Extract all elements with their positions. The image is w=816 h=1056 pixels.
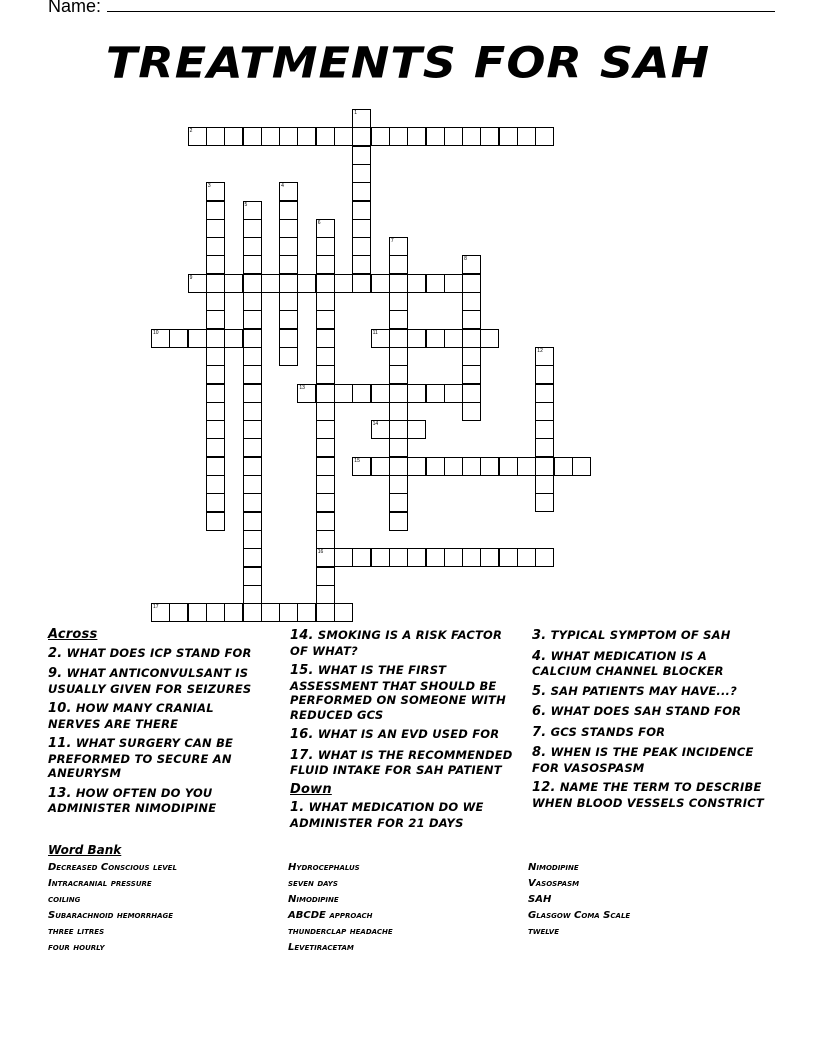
- grid-cell[interactable]: [316, 292, 335, 311]
- word-bank-item: Vasospasm: [528, 878, 580, 889]
- grid-cell[interactable]: [444, 274, 463, 293]
- grid-cell[interactable]: [206, 274, 225, 293]
- word-bank-item: Glasgow Coma Scale: [528, 910, 631, 921]
- grid-cell[interactable]: [535, 384, 554, 403]
- grid-cell[interactable]: [316, 585, 335, 604]
- grid-cell-10[interactable]: [151, 329, 170, 348]
- word-bank-item: twelve: [528, 926, 559, 937]
- word-bank-item: Intracranial pressure: [48, 878, 152, 889]
- grid-cell[interactable]: [206, 512, 225, 531]
- grid-cell[interactable]: [352, 127, 371, 146]
- clue-down-3: 3. TYPICAL SYMPTOM OF SAH: [532, 628, 731, 643]
- grid-cell[interactable]: [316, 237, 335, 256]
- grid-cell[interactable]: [535, 548, 554, 567]
- cell-number: 3: [207, 183, 211, 190]
- grid-cell[interactable]: [261, 274, 280, 293]
- grid-cell[interactable]: [243, 585, 262, 604]
- grid-cell[interactable]: [352, 255, 371, 274]
- grid-cell[interactable]: [243, 438, 262, 457]
- grid-cell[interactable]: [554, 457, 573, 476]
- grid-cell[interactable]: [243, 402, 262, 421]
- cell-number: 15: [354, 457, 360, 464]
- grid-cell[interactable]: [352, 274, 371, 293]
- word-bank-item: Levetiracetam: [288, 942, 354, 953]
- grid-cell[interactable]: [316, 512, 335, 531]
- clue-down-8: 8. WHEN IS THE PEAK INCIDENCE FOR VASOSPASM: [532, 745, 754, 775]
- grid-cell[interactable]: [188, 603, 207, 622]
- clue-across-16: 16. WHAT IS AN EVD USED FOR: [290, 727, 500, 742]
- clue-down-12: 12. NAME THE TERM TO DESCRIBE WHEN BLOOD VESSELS CONSTRICT: [532, 780, 764, 810]
- clue-across-15: 15. WHAT IS THE FIRST ASSESSMENT THAT SHOULD BE PERFORMED ON SOMEONE WITH REDUCED GCS: [290, 663, 506, 722]
- grid-cell[interactable]: [224, 603, 243, 622]
- grid-cell[interactable]: [279, 127, 298, 146]
- grid-cell[interactable]: [188, 329, 207, 348]
- grid-cell[interactable]: [206, 329, 225, 348]
- grid-cell[interactable]: [535, 438, 554, 457]
- grid-cell[interactable]: [279, 274, 298, 293]
- grid-cell[interactable]: [371, 457, 390, 476]
- grid-cell[interactable]: [389, 274, 408, 293]
- grid-cell[interactable]: [407, 329, 426, 348]
- cell-number: 4: [281, 183, 284, 190]
- grid-cell[interactable]: [462, 292, 481, 311]
- clue-across-11: 11. WHAT SURGERY CAN BE PREFORMED TO SECURE AN ANEURYSM: [48, 736, 234, 780]
- grid-cell[interactable]: [444, 384, 463, 403]
- grid-cell[interactable]: [389, 420, 408, 439]
- grid-cell[interactable]: [517, 457, 536, 476]
- grid-cell[interactable]: [243, 475, 262, 494]
- grid-cell[interactable]: [206, 384, 225, 403]
- grid-cell-4[interactable]: [279, 182, 298, 201]
- word-bank-item: Decreased Conscious level: [48, 862, 177, 873]
- grid-cell[interactable]: [389, 548, 408, 567]
- grid-cell[interactable]: [389, 127, 408, 146]
- grid-cell-11[interactable]: [371, 329, 390, 348]
- grid-cell[interactable]: [407, 457, 426, 476]
- grid-cell[interactable]: [243, 292, 262, 311]
- grid-cell[interactable]: [389, 347, 408, 366]
- grid-cell[interactable]: [389, 384, 408, 403]
- word-bank-item: Nimodipine: [528, 862, 579, 873]
- grid-cell[interactable]: [352, 164, 371, 183]
- cell-number: 14: [372, 421, 379, 428]
- grid-cell[interactable]: [261, 127, 280, 146]
- grid-cell[interactable]: [407, 274, 426, 293]
- grid-cell[interactable]: [206, 310, 225, 329]
- page-title: TREATMENTS FOR SAH: [105, 38, 711, 88]
- cell-number: 10: [153, 329, 159, 336]
- grid-cell[interactable]: [206, 127, 225, 146]
- grid-cell[interactable]: [224, 329, 243, 348]
- clue-down-5: 5. SAH PATIENTS MAY HAVE...?: [532, 683, 737, 699]
- grid-cell[interactable]: [206, 603, 225, 622]
- grid-cell[interactable]: [535, 457, 554, 476]
- grid-cell[interactable]: [462, 274, 481, 293]
- grid-cell-16[interactable]: [316, 548, 335, 567]
- grid-cell[interactable]: [407, 420, 426, 439]
- grid-cell[interactable]: [352, 219, 371, 238]
- word-bank-item: Nimodipine: [288, 894, 339, 905]
- grid-cell-5[interactable]: [243, 201, 262, 220]
- grid-cell[interactable]: [462, 127, 481, 146]
- grid-cell[interactable]: [334, 384, 353, 403]
- word-bank-column-3: [528, 860, 758, 940]
- grid-cell[interactable]: [389, 402, 408, 421]
- word-bank-item: SAH: [528, 894, 552, 905]
- grid-cell[interactable]: [389, 493, 408, 512]
- down-heading: Down: [290, 781, 332, 797]
- grid-cell[interactable]: [499, 457, 518, 476]
- grid-cell[interactable]: [480, 127, 499, 146]
- grid-cell[interactable]: [426, 548, 445, 567]
- grid-cell[interactable]: [334, 603, 353, 622]
- grid-cell[interactable]: [535, 127, 554, 146]
- grid-cell[interactable]: [316, 310, 335, 329]
- grid-cell[interactable]: [426, 329, 445, 348]
- grid-cell-8[interactable]: [462, 255, 481, 274]
- grid-cell[interactable]: [407, 127, 426, 146]
- clue-across-13: 13. HOW OFTEN DO YOU ADMINISTER NIMODIPINE: [48, 785, 217, 815]
- grid-cell[interactable]: [389, 457, 408, 476]
- grid-cell[interactable]: [279, 201, 298, 220]
- grid-cell[interactable]: [279, 255, 298, 274]
- grid-cell[interactable]: [462, 457, 481, 476]
- grid-cell[interactable]: [517, 127, 536, 146]
- clue-down-7: 7. GCS STANDS FOR: [532, 724, 666, 740]
- grid-cell[interactable]: [535, 365, 554, 384]
- grid-cell[interactable]: [371, 127, 390, 146]
- grid-cell[interactable]: [352, 384, 371, 403]
- clue-down-6: 6. WHAT DOES SAH STAND FOR: [532, 704, 742, 719]
- clue-down-4: 4. WHAT MEDICATION IS A CALCIUM CHANNEL BLOCKER: [532, 648, 724, 678]
- grid-cell[interactable]: [499, 548, 518, 567]
- grid-cell[interactable]: [206, 438, 225, 457]
- grid-cell[interactable]: [334, 127, 353, 146]
- across-heading: Across: [48, 627, 98, 642]
- grid-cell[interactable]: [297, 127, 316, 146]
- grid-cell[interactable]: [243, 457, 262, 476]
- grid-cell-17[interactable]: [151, 603, 170, 622]
- cell-number: 11: [372, 329, 378, 336]
- grid-cell[interactable]: [316, 127, 335, 146]
- grid-cell[interactable]: [371, 548, 390, 567]
- grid-cell[interactable]: [224, 127, 243, 146]
- grid-cell[interactable]: [352, 548, 371, 567]
- grid-cell[interactable]: [297, 603, 316, 622]
- grid-cell[interactable]: [243, 219, 262, 238]
- cell-number: 13: [299, 384, 305, 391]
- grid-cell[interactable]: [243, 255, 262, 274]
- word-bank-item: seven days: [288, 878, 338, 889]
- grid-cell[interactable]: [206, 255, 225, 274]
- grid-cell[interactable]: [462, 347, 481, 366]
- grid-cell[interactable]: [407, 548, 426, 567]
- grid-cell[interactable]: [389, 438, 408, 457]
- grid-cell-6[interactable]: [316, 219, 335, 238]
- grid-cell-1[interactable]: [352, 109, 371, 128]
- cell-number: 17: [153, 604, 159, 611]
- grid-cell[interactable]: [206, 237, 225, 256]
- word-bank-item: coiling: [48, 894, 81, 905]
- word-bank-item: three litres: [48, 926, 105, 937]
- grid-cell[interactable]: [316, 457, 335, 476]
- clue-column-2: [290, 628, 514, 835]
- word-bank-item: Subarachnoid hemorrhage: [48, 910, 174, 921]
- grid-cell[interactable]: [316, 384, 335, 403]
- word-bank-item: four hourly: [48, 942, 105, 953]
- word-bank-column-1: [48, 860, 278, 956]
- grid-cell[interactable]: [206, 493, 225, 512]
- grid-cell[interactable]: [316, 567, 335, 586]
- grid-cell[interactable]: [462, 329, 481, 348]
- grid-cell[interactable]: [243, 603, 262, 622]
- grid-cell[interactable]: [371, 274, 390, 293]
- grid-cell[interactable]: [352, 182, 371, 201]
- grid-cell[interactable]: [480, 329, 499, 348]
- grid-cell[interactable]: [206, 365, 225, 384]
- grid-cell[interactable]: [243, 530, 262, 549]
- cell-number: 6: [317, 219, 321, 226]
- grid-cell-9[interactable]: [188, 274, 207, 293]
- grid-cell[interactable]: [316, 475, 335, 494]
- grid-cell-3[interactable]: [206, 182, 225, 201]
- grid-cell[interactable]: [243, 127, 262, 146]
- word-bank-heading: Word Bank: [48, 843, 122, 857]
- cell-number: 9: [189, 274, 193, 281]
- grid-cell[interactable]: [480, 457, 499, 476]
- grid-cell[interactable]: [243, 512, 262, 531]
- grid-cell[interactable]: [462, 548, 481, 567]
- grid-cell[interactable]: [279, 237, 298, 256]
- grid-cell[interactable]: [535, 402, 554, 421]
- grid-cell[interactable]: [316, 603, 335, 622]
- cell-number: 16: [317, 549, 324, 556]
- grid-cell[interactable]: [462, 310, 481, 329]
- grid-cell[interactable]: [261, 603, 280, 622]
- cell-number: 5: [244, 201, 248, 208]
- grid-cell[interactable]: [316, 530, 335, 549]
- grid-cell[interactable]: [371, 384, 390, 403]
- grid-cell[interactable]: [206, 420, 225, 439]
- grid-cell[interactable]: [206, 475, 225, 494]
- grid-cell[interactable]: [389, 512, 408, 531]
- grid-cell-14[interactable]: [371, 420, 390, 439]
- grid-cell[interactable]: [206, 292, 225, 311]
- grid-cell[interactable]: [444, 548, 463, 567]
- word-bank-item: Hydrocephalus: [288, 862, 360, 873]
- grid-cell[interactable]: [206, 201, 225, 220]
- cell-number: 12: [537, 347, 543, 354]
- grid-cell[interactable]: [499, 127, 518, 146]
- grid-cell[interactable]: [462, 365, 481, 384]
- grid-cell[interactable]: [243, 493, 262, 512]
- grid-cell-2[interactable]: [188, 127, 207, 146]
- grid-cell[interactable]: [206, 402, 225, 421]
- grid-cell[interactable]: [389, 365, 408, 384]
- grid-cell[interactable]: [206, 457, 225, 476]
- grid-cell[interactable]: [334, 274, 353, 293]
- grid-cell[interactable]: [206, 219, 225, 238]
- grid-cell[interactable]: [334, 548, 353, 567]
- grid-cell[interactable]: [426, 457, 445, 476]
- grid-cell[interactable]: [316, 347, 335, 366]
- grid-cell[interactable]: [462, 384, 481, 403]
- grid-cell[interactable]: [279, 219, 298, 238]
- grid-cell[interactable]: [517, 548, 536, 567]
- grid-cell[interactable]: [535, 493, 554, 512]
- grid-cell[interactable]: [316, 255, 335, 274]
- grid-cell[interactable]: [316, 274, 335, 293]
- grid-cell[interactable]: [480, 548, 499, 567]
- grid-cell[interactable]: [426, 127, 445, 146]
- word-bank-item: ABCDE approach: [288, 910, 373, 921]
- cell-number: 2: [189, 128, 193, 135]
- grid-cell[interactable]: [426, 274, 445, 293]
- grid-cell[interactable]: [279, 347, 298, 366]
- grid-cell[interactable]: [243, 567, 262, 586]
- grid-cell[interactable]: [243, 237, 262, 256]
- grid-cell-13[interactable]: [297, 384, 316, 403]
- grid-cell[interactable]: [572, 457, 591, 476]
- grid-cell[interactable]: [243, 384, 262, 403]
- grid-cell[interactable]: [243, 548, 262, 567]
- grid-cell[interactable]: [243, 365, 262, 384]
- grid-cell[interactable]: [389, 329, 408, 348]
- grid-cell[interactable]: [389, 475, 408, 494]
- grid-cell[interactable]: [316, 493, 335, 512]
- clue-column-1: [48, 628, 268, 821]
- grid-cell[interactable]: [389, 292, 408, 311]
- grid-cell[interactable]: [243, 347, 262, 366]
- grid-cell[interactable]: [169, 603, 188, 622]
- cell-number: 8: [464, 256, 467, 263]
- grid-cell[interactable]: [535, 475, 554, 494]
- grid-cell[interactable]: [316, 420, 335, 439]
- grid-cell[interactable]: [352, 146, 371, 165]
- grid-cell[interactable]: [389, 255, 408, 274]
- grid-cell[interactable]: [389, 310, 408, 329]
- grid-cell[interactable]: [206, 347, 225, 366]
- clue-across-17: 17. WHAT IS THE RECOMMENDED FLUID INTAKE FOR SAH PATIENT: [290, 747, 513, 777]
- clue-column-3: [532, 628, 768, 815]
- grid-cell[interactable]: [279, 329, 298, 348]
- grid-cell[interactable]: [316, 329, 335, 348]
- grid-cell[interactable]: [316, 438, 335, 457]
- grid-cell-15[interactable]: [352, 457, 371, 476]
- grid-cell-7[interactable]: [389, 237, 408, 256]
- word-bank-item: thunderclap headache: [288, 926, 393, 937]
- grid-cell[interactable]: [444, 329, 463, 348]
- name-label: Name:: [48, 0, 102, 16]
- cell-number: 7: [390, 238, 394, 245]
- grid-cell-12[interactable]: [535, 347, 554, 366]
- grid-cell[interactable]: [444, 457, 463, 476]
- clue-across-9: 9. WHAT ANTICONVULSANT IS USUALLY GIVEN FOR SEIZURES: [48, 666, 252, 696]
- clue-down-1: 1. WHAT MEDICATION DO WE ADMINISTER FOR 21 DAYS: [290, 800, 484, 830]
- grid-cell[interactable]: [316, 365, 335, 384]
- grid-cell[interactable]: [243, 420, 262, 439]
- grid-cell[interactable]: [169, 329, 188, 348]
- grid-cell[interactable]: [243, 310, 262, 329]
- grid-cell[interactable]: [279, 310, 298, 329]
- grid-cell[interactable]: [243, 274, 262, 293]
- clue-across-2: 2. WHAT DOES ICP STAND FOR: [48, 645, 252, 661]
- grid-cell[interactable]: [279, 292, 298, 311]
- grid-cell[interactable]: [426, 384, 445, 403]
- grid-cell[interactable]: [444, 127, 463, 146]
- grid-cell[interactable]: [243, 329, 262, 348]
- grid-cell[interactable]: [407, 384, 426, 403]
- grid-cell[interactable]: [316, 402, 335, 421]
- grid-cell[interactable]: [352, 237, 371, 256]
- word-bank-column-2: [288, 860, 518, 956]
- grid-cell[interactable]: [535, 420, 554, 439]
- clue-across-14: 14. SMOKING IS A RISK FACTOR OF WHAT?: [290, 628, 503, 658]
- grid-cell[interactable]: [462, 402, 481, 421]
- cell-number: 1: [354, 110, 358, 116]
- grid-cell[interactable]: [279, 603, 298, 622]
- grid-cell[interactable]: [297, 274, 316, 293]
- clue-across-10: 10. HOW MANY CRANIAL NERVES ARE THERE: [48, 701, 214, 731]
- grid-cell[interactable]: [352, 201, 371, 220]
- grid-cell[interactable]: [224, 274, 243, 293]
